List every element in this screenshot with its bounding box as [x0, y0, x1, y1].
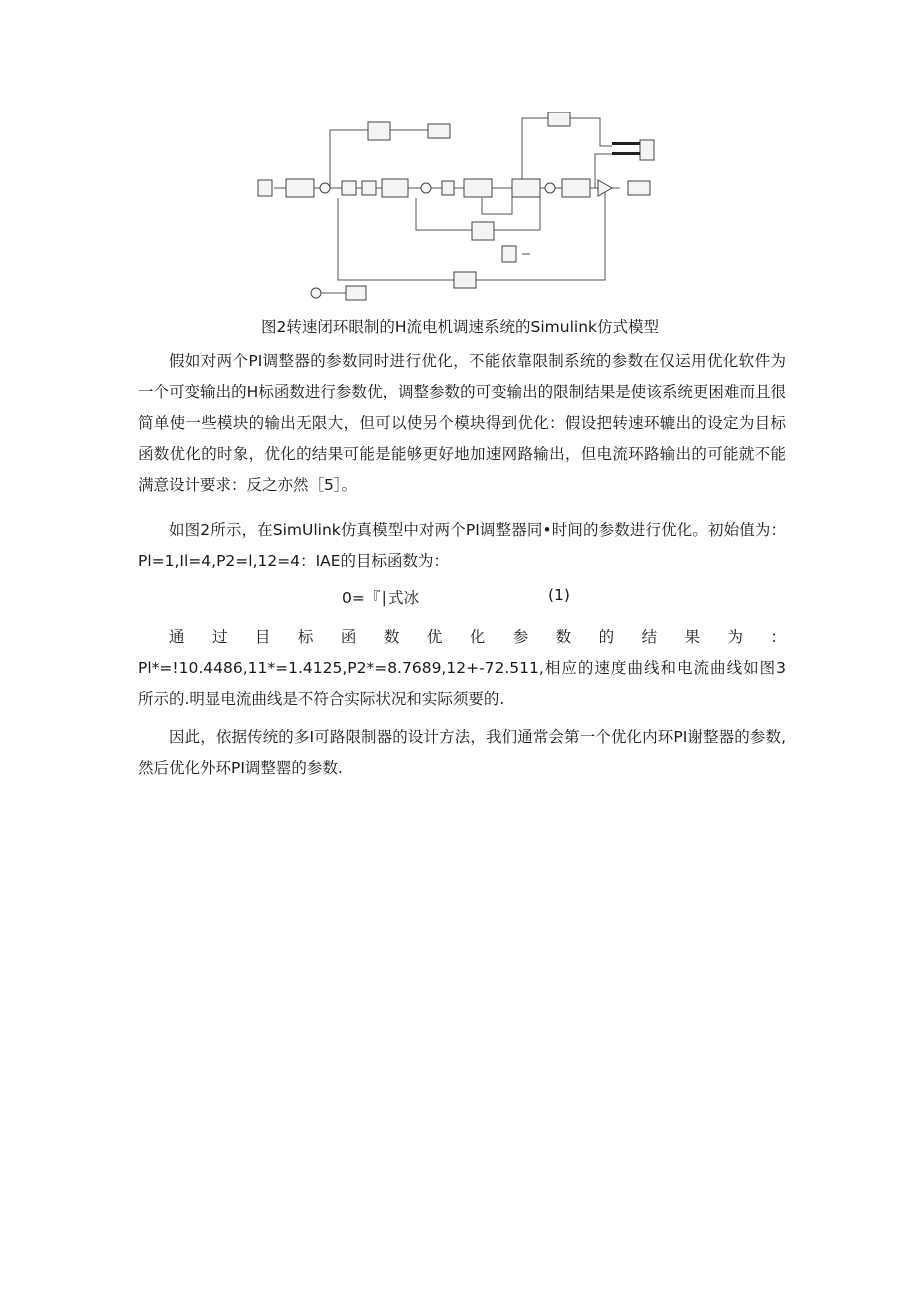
paragraph-3: 通过目标函数优化参数的结果为：Pl*=!10.4486,11*=1.4125,P2*=8.7689,12+-72.511,相应的速度曲线和电流曲线如图3所示的.明显电流曲线是不符合实际状况和实际须要的. — [138, 628, 786, 708]
simulink-model-figure — [250, 112, 670, 307]
paragraph-2: 如图2所示，在SimUlink仿真模型中对两个PI调整器同•时间的参数进行优化。初始值为：Pl=1,Il=4,P2=l,12=4：IAE的目标函数为： — [138, 521, 786, 570]
paragraph-4: 因此，依据传统的多I可路限制器的设计方法，我们通常会第一个优化内环PI谢整器的参数,然后优化外环PI调整罂的参数. — [138, 728, 786, 777]
equation-text: 0=『∣式冰 — [342, 589, 420, 607]
equation-number: (1) — [548, 586, 570, 604]
paragraph-1: 假如对两个PI调整器的参数同时进行优化，不能依靠限制系统的参数在仅运用优化软件为一个可变输出的H标函数进行参数优，调整参数的可变输出的限制结果是使该系统更困难而且很简单使一些模块的输出无限大，但可以使另个模块得到优化：假设把转速环辘出的设定为目标函数优化的时象，优化的结果可能是能够更好地加速网路输出，但电流环路输出的可能就不能满意设计要求：反之亦然［5］。 — [138, 352, 786, 494]
figure-caption: 图2转速闭环眼制的H流电机调速系统的Simulink仿式模型 — [261, 318, 659, 336]
simulink-diagram — [250, 112, 670, 307]
equation-1 — [0, 586, 920, 610]
